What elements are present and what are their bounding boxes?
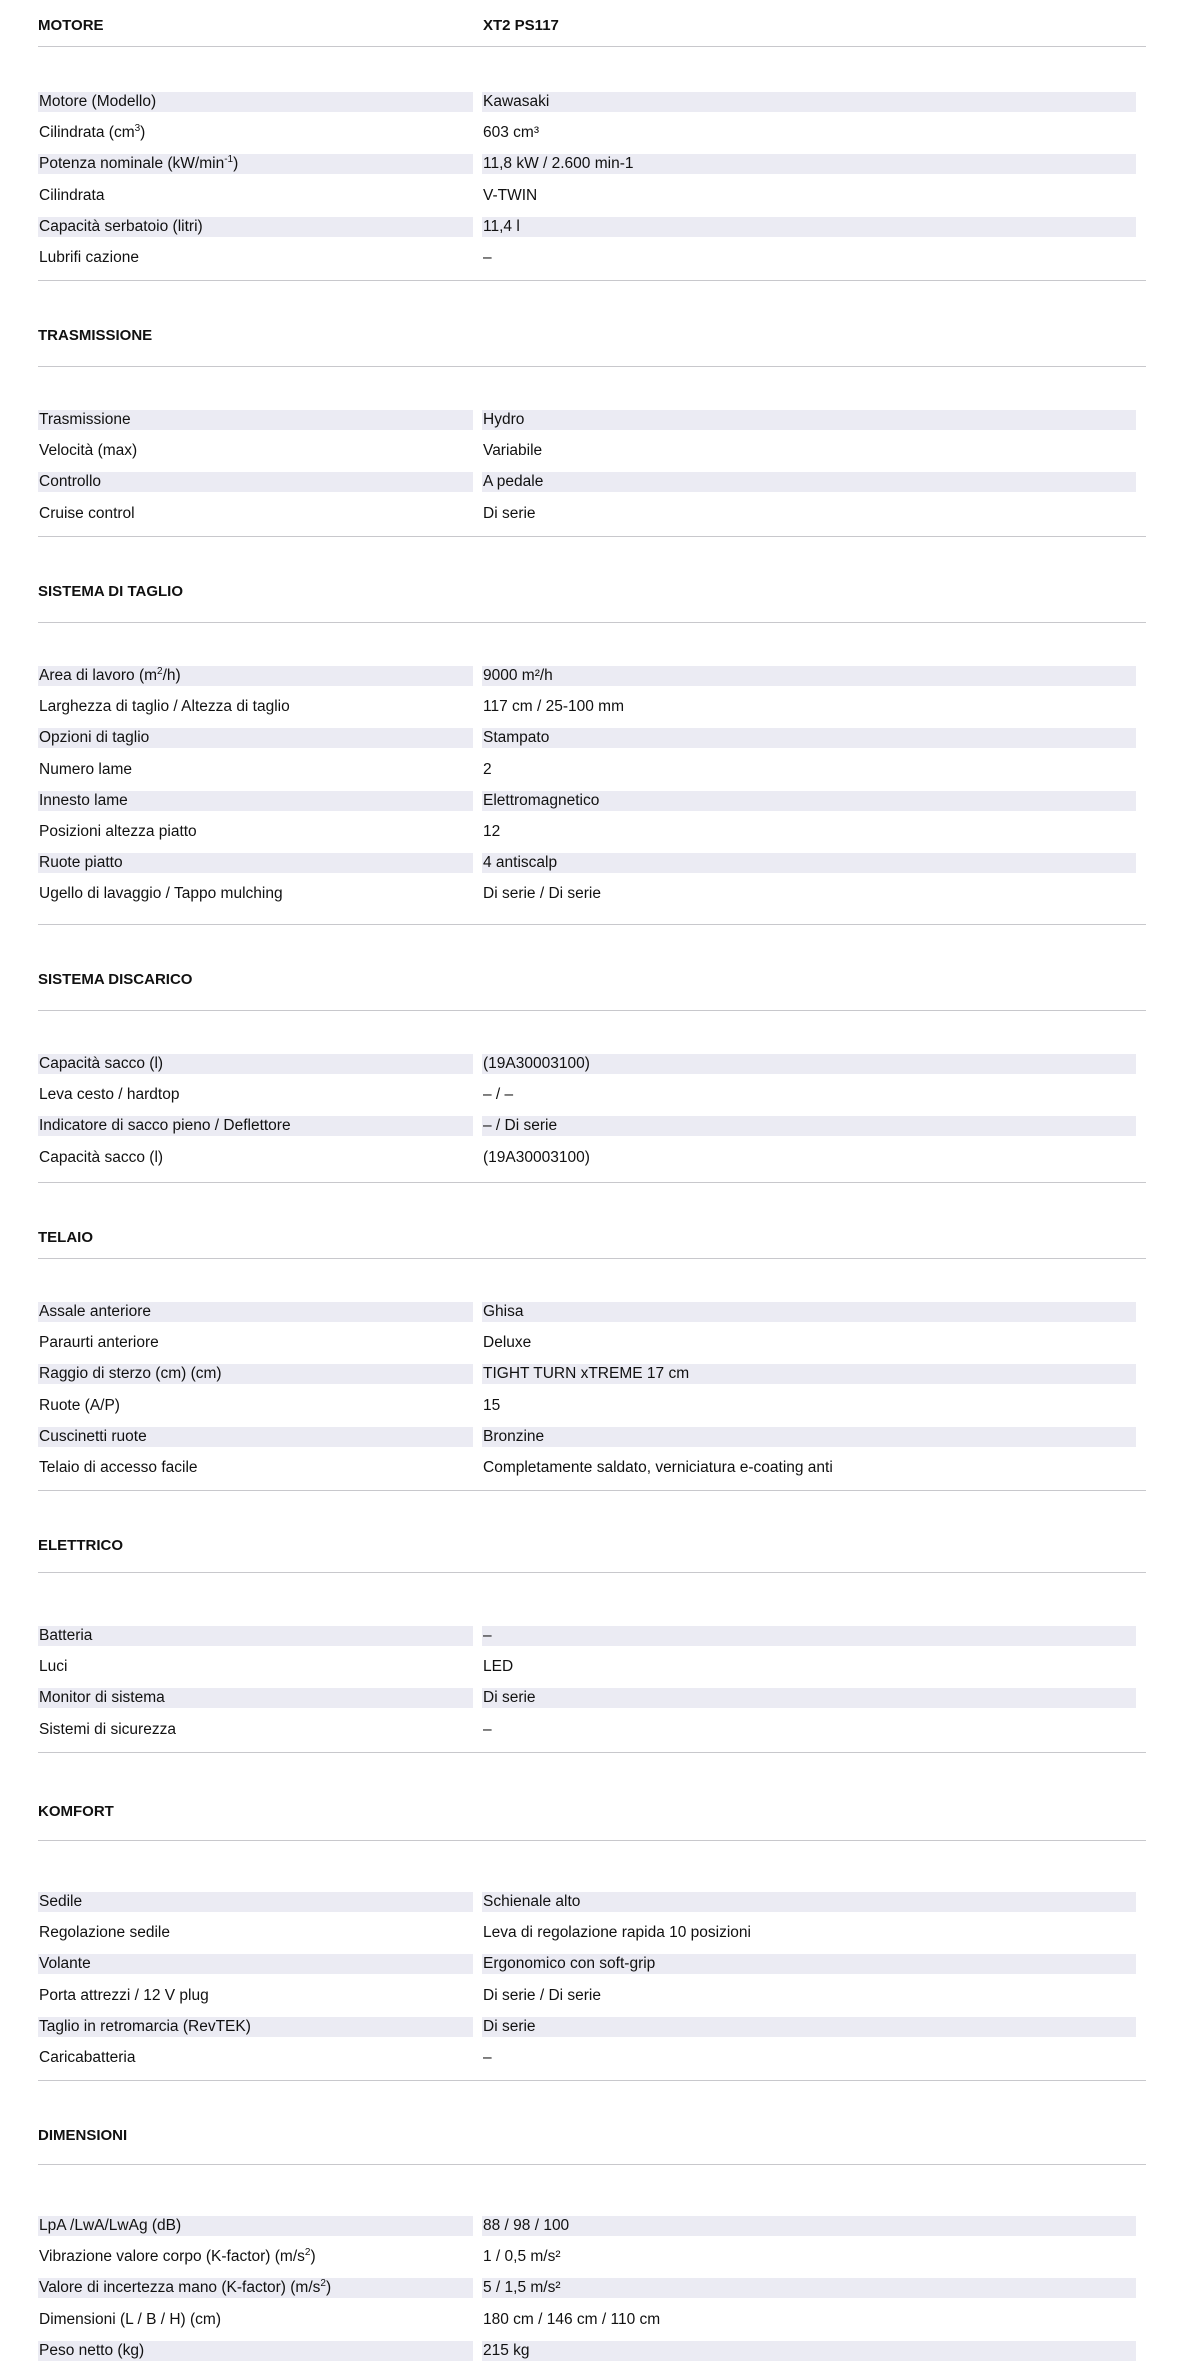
spec-label: Larghezza di taglio / Altezza di taglio (39, 698, 290, 715)
section-title: ELETTRICO (38, 1537, 123, 1554)
superscript: 2 (157, 666, 163, 677)
spec-value: V-TWIN (483, 187, 538, 204)
spec-value: 4 antiscalp (482, 853, 1136, 873)
spec-value: Hydro (482, 410, 1136, 430)
superscript: 3 (134, 123, 141, 134)
section-title: SISTEMA DI TAGLIO (38, 583, 183, 600)
spec-label: Taglio in retromarcia (RevTEK) (38, 2017, 473, 2037)
spec-label: Ruote (A/P) (39, 1397, 120, 1414)
spec-label: Luci (39, 1658, 68, 1675)
section-divider (38, 1258, 1146, 1259)
spec-value: 180 cm / 146 cm / 110 cm (483, 2311, 661, 2328)
spec-label: Peso netto (kg) (38, 2341, 473, 2361)
spec-value: Deluxe (483, 1334, 532, 1351)
section-divider (38, 1490, 1146, 1491)
spec-label: Volante (38, 1954, 473, 1974)
spec-label: Vibrazione valore corpo (K-factor) $(m/s^2)$ (39, 2247, 316, 2265)
section-divider (38, 622, 1146, 623)
spec-value: Variabile (483, 442, 543, 459)
spec-value: 1 / 0,5 m/s² (483, 2248, 561, 2265)
spec-value: 2 (483, 761, 492, 778)
spec-value: – (483, 249, 492, 266)
spec-label: Valore di incertezza mano (K-factor) $(m/s^2)$ (38, 2278, 473, 2298)
spec-value: Kawasaki (482, 92, 1136, 112)
superscript: -1 (224, 154, 234, 165)
spec-label: Motore (Modello) (38, 92, 473, 112)
section-divider (38, 366, 1146, 367)
spec-label: Paraurti anteriore (39, 1334, 159, 1351)
spec-label: Numero lame (39, 761, 133, 778)
spec-value: LED (483, 1658, 514, 1675)
section-divider (38, 924, 1146, 925)
spec-label: Sedile (38, 1892, 473, 1912)
spec-label: Caricabatteria (39, 2049, 136, 2066)
spec-label: Leva cesto / hardtop (39, 1086, 180, 1103)
spec-value: Di serie (483, 505, 536, 522)
spec-value: 5 / 1,5 m/s² (482, 2278, 1136, 2298)
spec-label: Batteria (38, 1626, 473, 1646)
spec-label: Potenza nominale $(kW/\min^{-1})$ (38, 154, 473, 174)
spec-label: Velocità (max) (39, 442, 138, 459)
spec-label: Ugello di lavaggio / Tappo mulching (39, 885, 283, 902)
superscript: 2 (320, 2278, 326, 2289)
spec-label: Capacità serbatoio (litri) (38, 217, 473, 237)
spec-label: Monitor di sistema (38, 1688, 473, 1708)
spec-label: Capacità sacco (l) (38, 1054, 473, 1074)
spec-value: – / – (483, 1086, 514, 1103)
spec-label: Ruote piatto (38, 853, 473, 873)
spec-value: Bronzine (482, 1427, 1136, 1447)
spec-value: 117 cm / 25-100 mm (483, 698, 624, 715)
spec-value: Di serie (482, 2017, 1136, 2037)
spec-value: Elettromagnetico (482, 791, 1136, 811)
spec-value: Di serie (482, 1688, 1136, 1708)
spec-value: (19A30003100) (482, 1054, 1136, 1074)
section-title: DIMENSIONI (38, 2127, 128, 2144)
divider (38, 46, 1146, 47)
spec-value: – (482, 1626, 1136, 1646)
spec-value: – / Di serie (482, 1116, 1136, 1136)
spec-value: 9000 m²/h (482, 666, 1136, 686)
spec-label: Opzioni di taglio (38, 728, 473, 748)
spec-label: Indicatore di sacco pieno / Deflettore (38, 1116, 473, 1136)
spec-label: Raggio di sterzo (cm) (cm) (38, 1364, 473, 1384)
spec-label: LpA /LwA/LwAg (dB) (38, 2216, 473, 2236)
section-divider (38, 1182, 1146, 1183)
spec-value: – (483, 2049, 492, 2066)
section-divider (38, 2080, 1146, 2081)
spec-label: Capacità sacco (l) (39, 1149, 164, 1166)
spec-value: A pedale (482, 472, 1136, 492)
spec-label: Regolazione sedile (39, 1924, 170, 1941)
spec-value: Completamente saldato, verniciatura e-coating anti (483, 1459, 833, 1476)
spec-label: Dimensioni (L / B / H) (cm) (39, 2311, 222, 2328)
spec-value: 11,4 l (482, 217, 1136, 237)
spec-value: 11,8 kW / 2.600 min-1 (482, 154, 1136, 174)
section-title: KOMFORT (38, 1803, 114, 1820)
spec-value: 15 (483, 1397, 501, 1414)
section-divider (38, 1752, 1146, 1753)
spec-label: Cilindrata $(cm^3)$ (39, 123, 146, 141)
section-divider (38, 1572, 1146, 1573)
header-section-title: MOTORE (38, 17, 104, 34)
spec-value: 603 cm³ (483, 124, 539, 141)
spec-value: Ergonomico con soft-grip (482, 1954, 1136, 1974)
spec-label: Controllo (38, 472, 473, 492)
spec-value: TIGHT TURN xTREME 17 cm (482, 1364, 1136, 1384)
spec-value: (19A30003100) (483, 1149, 590, 1166)
section-title: TRASMISSIONE (38, 327, 153, 344)
spec-value: Stampato (482, 728, 1136, 748)
spec-label: Telaio di accesso facile (39, 1459, 198, 1476)
spec-label: Cilindrata (39, 187, 105, 204)
spec-label: Cruise control (39, 505, 135, 522)
spec-label: Area di lavoro $(m^2/h)$ (38, 666, 473, 686)
spec-value: 215 kg (482, 2341, 1136, 2361)
spec-label: Lubrifi cazione (39, 249, 139, 266)
spec-label: Cuscinetti ruote (38, 1427, 473, 1447)
spec-label: Trasmissione (38, 410, 473, 430)
spec-label: Sistemi di sicurezza (39, 1721, 176, 1738)
superscript: 2 (304, 2247, 311, 2258)
spec-value: 12 (483, 823, 501, 840)
spec-value: – (483, 1721, 492, 1738)
spec-label: Posizioni altezza piatto (39, 823, 197, 840)
spec-value: Schienale alto (482, 1892, 1136, 1912)
spec-value: 88 / 98 / 100 (482, 2216, 1136, 2236)
section-divider (38, 280, 1146, 281)
spec-value: Di serie / Di serie (483, 1987, 601, 2004)
section-title: TELAIO (38, 1229, 93, 1246)
spec-value: Leva di regolazione rapida 10 posizioni (483, 1924, 751, 1941)
spec-label: Assale anteriore (38, 1302, 473, 1322)
header-model-name: XT2 PS117 (483, 17, 559, 34)
section-divider (38, 1840, 1146, 1841)
spec-label: Porta attrezzi / 12 V plug (39, 1987, 209, 2004)
section-divider (38, 1010, 1146, 1011)
spec-label: Innesto lame (38, 791, 473, 811)
spec-value: Di serie / Di serie (483, 885, 601, 902)
section-title: SISTEMA DISCARICO (38, 971, 193, 988)
section-divider (38, 536, 1146, 537)
section-divider (38, 2164, 1146, 2165)
spec-value: Ghisa (482, 1302, 1136, 1322)
